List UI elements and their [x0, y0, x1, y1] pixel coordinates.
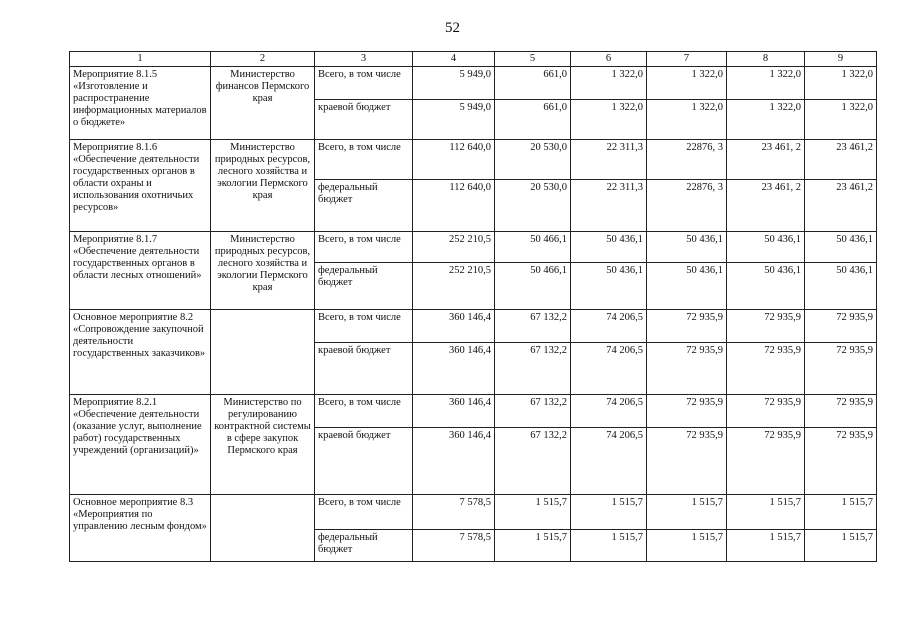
amount-cell: 252 210,5 [413, 263, 495, 310]
amount-cell: 72 935,9 [647, 428, 727, 495]
executor-cell [211, 495, 315, 562]
budget-table [69, 51, 877, 562]
amount-cell: 23 461, 2 [727, 140, 805, 180]
amount-cell: 1 322,0 [571, 67, 647, 100]
amount-cell: 74 206,5 [571, 428, 647, 495]
amount-cell: 50 466,1 [495, 232, 571, 263]
amount-cell: 67 132,2 [495, 343, 571, 395]
table-row [70, 67, 877, 100]
header-cell: 7 [647, 52, 727, 67]
amount-cell: 360 146,4 [413, 428, 495, 495]
funding-source-cell: федеральный бюджет [315, 180, 413, 232]
funding-source-cell: Всего, в том числе [315, 395, 413, 428]
header-cell: 2 [211, 52, 315, 67]
amount-cell: 50 436,1 [571, 263, 647, 310]
funding-source-cell: Всего, в том числе [315, 495, 413, 530]
amount-cell: 72 935,9 [647, 343, 727, 395]
funding-source-cell: федеральный бюджет [315, 530, 413, 562]
activity-name-cell: Основное мероприятие 8.2 «Сопровождение закупочной деятельности государственных заказчиков» [70, 310, 211, 395]
amount-cell: 50 436,1 [805, 232, 877, 263]
executor-cell: Министерство природных ресурсов, лесного хозяйства и экологии Пермского края [211, 232, 315, 310]
amount-cell: 1 322,0 [647, 67, 727, 100]
amount-cell: 360 146,4 [413, 310, 495, 343]
amount-cell: 72 935,9 [727, 310, 805, 343]
funding-source-cell: Всего, в том числе [315, 232, 413, 263]
amount-cell: 22 311,3 [571, 140, 647, 180]
amount-cell: 1 515,7 [647, 495, 727, 530]
amount-cell: 20 530,0 [495, 140, 571, 180]
executor-cell: Министерство финансов Пермского края [211, 67, 315, 140]
amount-cell: 1 515,7 [571, 530, 647, 562]
amount-cell: 252 210,5 [413, 232, 495, 263]
amount-cell: 360 146,4 [413, 343, 495, 395]
activity-name-cell: Основное мероприятие 8.3 «Мероприятия по управлению лесным фондом» [70, 495, 211, 562]
amount-cell: 112 640,0 [413, 140, 495, 180]
header-row [70, 52, 877, 67]
activity-name-cell: Мероприятие 8.1.5 «Изготовление и распространение информационных материалов о бюджете» [70, 67, 211, 140]
header-cell: 3 [315, 52, 413, 67]
amount-cell: 360 146,4 [413, 395, 495, 428]
amount-cell: 7 578,5 [413, 495, 495, 530]
amount-cell: 23 461, 2 [727, 180, 805, 232]
amount-cell: 72 935,9 [805, 343, 877, 395]
amount-cell: 50 436,1 [805, 263, 877, 310]
amount-cell: 22 311,3 [571, 180, 647, 232]
funding-source-cell: федеральный бюджет [315, 263, 413, 310]
amount-cell: 74 206,5 [571, 343, 647, 395]
funding-source-cell: краевой бюджет [315, 428, 413, 495]
executor-cell [211, 310, 315, 395]
amount-cell: 1 515,7 [805, 530, 877, 562]
header-cell: 6 [571, 52, 647, 67]
amount-cell: 661,0 [495, 67, 571, 100]
amount-cell: 74 206,5 [571, 310, 647, 343]
executor-cell: Министерство по регулированию контрактной системы в сфере закупок Пермского края [211, 395, 315, 495]
table-row [70, 310, 877, 343]
amount-cell: 22876, 3 [647, 180, 727, 232]
amount-cell: 1 515,7 [495, 495, 571, 530]
executor-cell: Министерство природных ресурсов, лесного хозяйства и экологии Пермского края [211, 140, 315, 232]
amount-cell: 1 322,0 [571, 100, 647, 140]
amount-cell: 50 436,1 [647, 263, 727, 310]
table-row [70, 495, 877, 530]
page-number: 52 [445, 20, 460, 36]
amount-cell: 1 322,0 [647, 100, 727, 140]
funding-source-cell: краевой бюджет [315, 343, 413, 395]
amount-cell: 72 935,9 [727, 428, 805, 495]
activity-name-cell: Мероприятие 8.1.6 «Обеспечение деятельности государственных органов в области охраны и использования охотничьих ресурсов» [70, 140, 211, 232]
amount-cell: 1 515,7 [727, 530, 805, 562]
table-row [70, 140, 877, 180]
amount-cell: 74 206,5 [571, 395, 647, 428]
header-cell: 1 [70, 52, 211, 67]
activity-name-cell: Мероприятие 8.2.1 «Обеспечение деятельности (оказание услуг, выполнение работ) государственных учреждений (организаций)» [70, 395, 211, 495]
amount-cell: 50 466,1 [495, 263, 571, 310]
amount-cell: 72 935,9 [805, 395, 877, 428]
amount-cell: 5 949,0 [413, 67, 495, 100]
amount-cell: 67 132,2 [495, 395, 571, 428]
amount-cell: 67 132,2 [495, 428, 571, 495]
amount-cell: 22876, 3 [647, 140, 727, 180]
funding-source-cell: Всего, в том числе [315, 140, 413, 180]
amount-cell: 50 436,1 [727, 232, 805, 263]
amount-cell: 1 515,7 [571, 495, 647, 530]
amount-cell: 1 515,7 [495, 530, 571, 562]
amount-cell: 1 515,7 [805, 495, 877, 530]
amount-cell: 1 322,0 [727, 67, 805, 100]
amount-cell: 1 322,0 [727, 100, 805, 140]
amount-cell: 50 436,1 [571, 232, 647, 263]
amount-cell: 72 935,9 [647, 395, 727, 428]
amount-cell: 1 515,7 [647, 530, 727, 562]
activity-name-cell: Мероприятие 8.1.7 «Обеспечение деятельности государственных органов в области лесных отношений» [70, 232, 211, 310]
header-cell: 4 [413, 52, 495, 67]
amount-cell: 5 949,0 [413, 100, 495, 140]
amount-cell: 72 935,9 [727, 343, 805, 395]
funding-source-cell: Всего, в том числе [315, 67, 413, 100]
amount-cell: 20 530,0 [495, 180, 571, 232]
funding-source-cell: краевой бюджет [315, 100, 413, 140]
amount-cell: 67 132,2 [495, 310, 571, 343]
amount-cell: 72 935,9 [647, 310, 727, 343]
amount-cell: 72 935,9 [805, 310, 877, 343]
amount-cell: 1 322,0 [805, 100, 877, 140]
amount-cell: 72 935,9 [727, 395, 805, 428]
amount-cell: 661,0 [495, 100, 571, 140]
amount-cell: 72 935,9 [805, 428, 877, 495]
table-row [70, 395, 877, 428]
amount-cell: 23 461,2 [805, 140, 877, 180]
funding-source-cell: Всего, в том числе [315, 310, 413, 343]
amount-cell: 50 436,1 [647, 232, 727, 263]
header-cell: 5 [495, 52, 571, 67]
header-cell: 8 [727, 52, 805, 67]
amount-cell: 7 578,5 [413, 530, 495, 562]
amount-cell: 112 640,0 [413, 180, 495, 232]
amount-cell: 1 515,7 [727, 495, 805, 530]
amount-cell: 23 461,2 [805, 180, 877, 232]
table-row [70, 232, 877, 263]
amount-cell: 50 436,1 [727, 263, 805, 310]
header-cell: 9 [805, 52, 877, 67]
amount-cell: 1 322,0 [805, 67, 877, 100]
